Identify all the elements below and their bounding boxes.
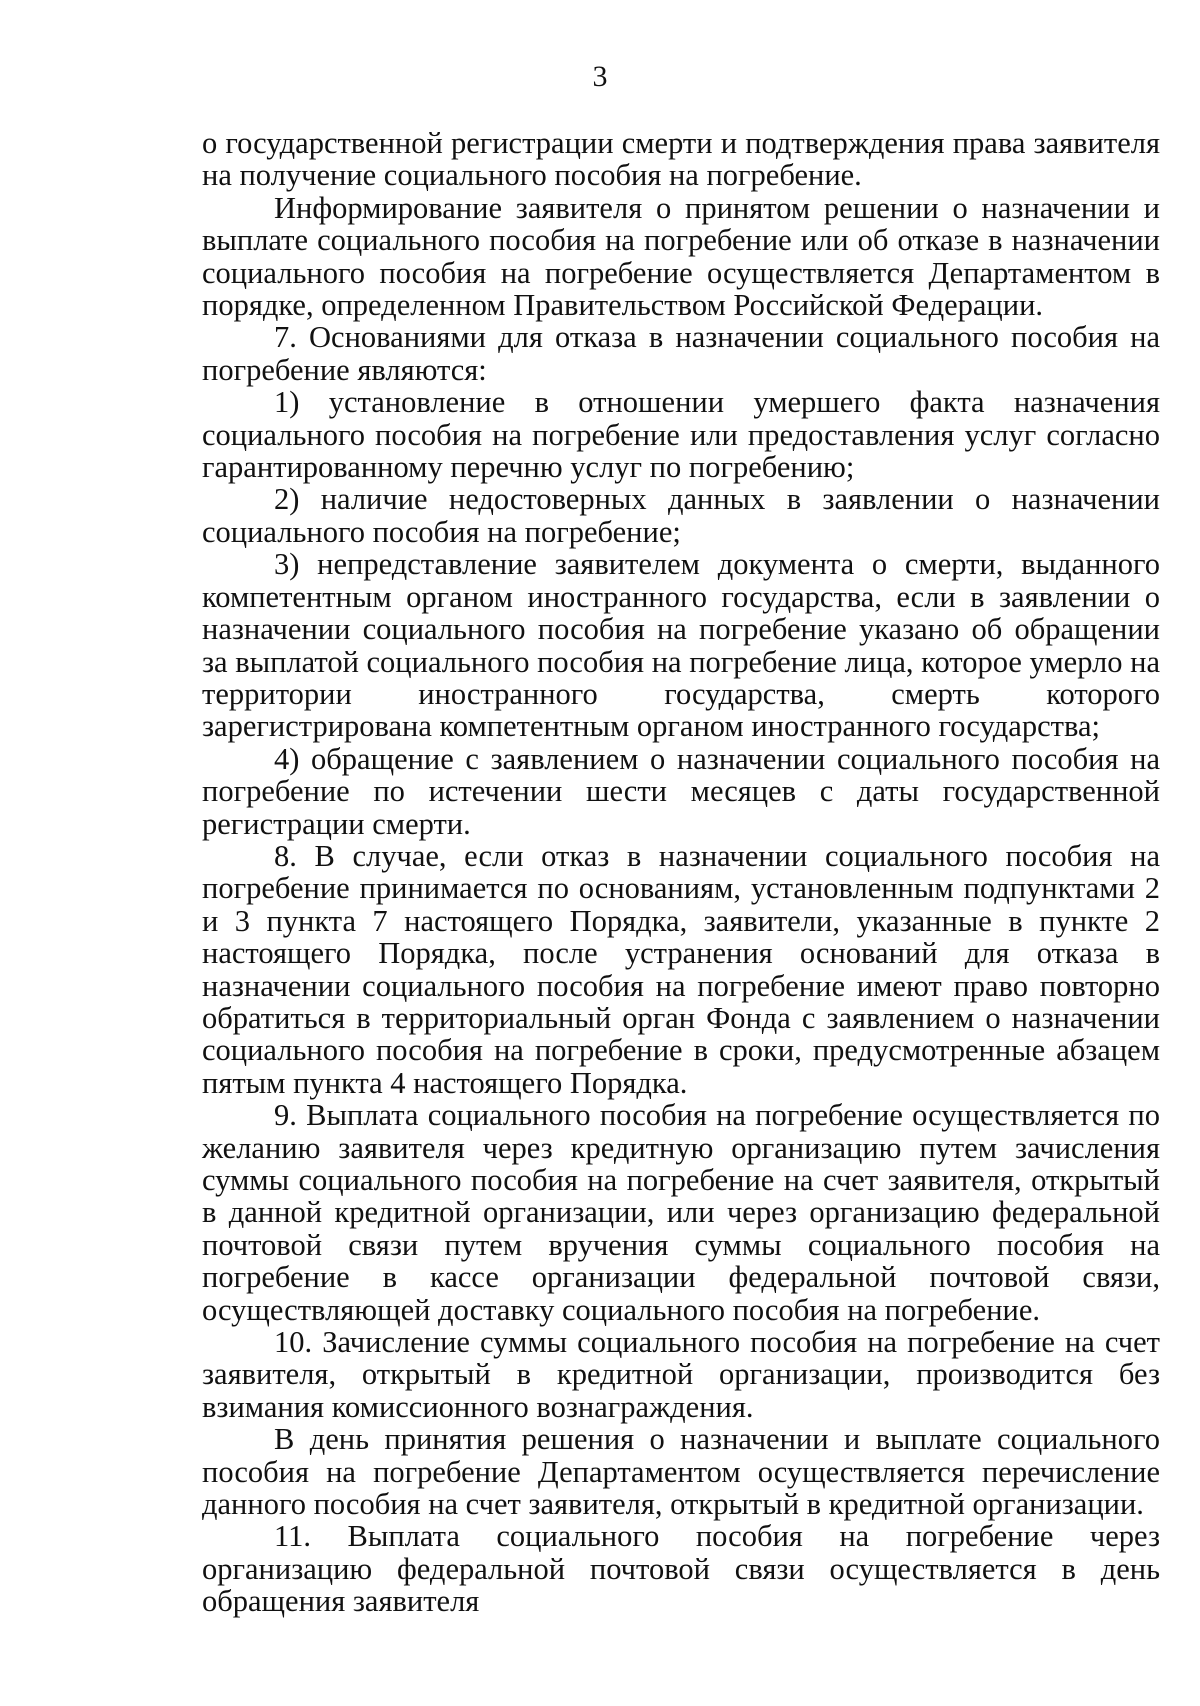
document-body: [202, 127, 1160, 1618]
paragraph-item-7-3: 3) непредставление заявителем документа о смерти, выданного компетентным органом иностранного государства, если в заявлении о назначении социального пособия на погребение указано об обращении за выплатой социального пособия на погребение лица, которое умерло на территории иностранного государства, смерть которого зарегистрирована компетентным органом иностранного государства;: [202, 547, 1160, 744]
paragraph-item-11: 11. Выплата социального пособия на погребение через организацию федеральной почтовой связи осуществляется в день обращения заявителя: [202, 1519, 1160, 1619]
paragraph-item-7-4: 4) обращение с заявлением о назначении социального пособия на погребение по истечении шести месяцев с даты государственной регистрации смерти.: [202, 741, 1160, 841]
paragraph-item-10: 10. Зачисление суммы социального пособия на погребение на счет заявителя, открытый в кредитной организации, производится без взимания комиссионного вознаграждения.: [202, 1325, 1160, 1424]
paragraph-item-7-1: 1) установление в отношении умершего факта назначения социального пособия на погребение или предоставления услуг согласно гарантированному перечню услуг по погребению;: [202, 385, 1160, 485]
paragraph-transfer-day: В день принятия решения о назначении и выплате социального пособия на погребение Департаментом осуществляется перечисление данного пособия на счет заявителя, открытый в кредитной организации.: [202, 1422, 1160, 1522]
paragraph-informing-applicant: Информирование заявителя о принятом решении о назначении и выплате социального пособия на погребение или об отказе в назначении социального пособия на погребение осуществляется Департаментом в порядке, определенном Правительством Российской Федерации.: [202, 190, 1160, 323]
page-number: 3: [592, 60, 608, 93]
paragraph-death-registration: о государственной регистрации смерти и подтверждения права заявителя на получение социального пособия на погребение.: [202, 126, 1160, 193]
paragraph-item-7-2: 2) наличие недостоверных данных в заявлении о назначении социального пособия на погребение;: [202, 482, 1160, 549]
paragraph-item-7: 7. Основаниями для отказа в назначении социального пособия на погребение являются:: [202, 320, 1160, 387]
paragraph-item-8: 8. В случае, если отказ в назначении социального пособия на погребение принимается по основаниям, установленным подпунктами 2 и 3 пункта 7 настоящего Порядка, заявители, указанные в пункте 2 настоящего Порядка, после устранения оснований для отказа в назначении социального пособия на погребение имеют право повторно обратиться в территориальный орган Фонда с заявлением о назначении социального пособия на погребение в сроки, предусмотренные абзацем пятым пункта 4 настоящего Порядка.: [202, 838, 1160, 1100]
paragraph-item-9: 9. Выплата социального пособия на погребение осуществляется по желанию заявителя через кредитную организацию путем зачисления суммы социального пособия на погребение на счет заявителя, открытый в данной кредитной организации, или через организацию федеральной почтовой связи путем вручения суммы социального пособия на погребение в кассе организации федеральной почтовой связи, осуществляющей доставку социального пособия на погребение.: [202, 1098, 1160, 1327]
